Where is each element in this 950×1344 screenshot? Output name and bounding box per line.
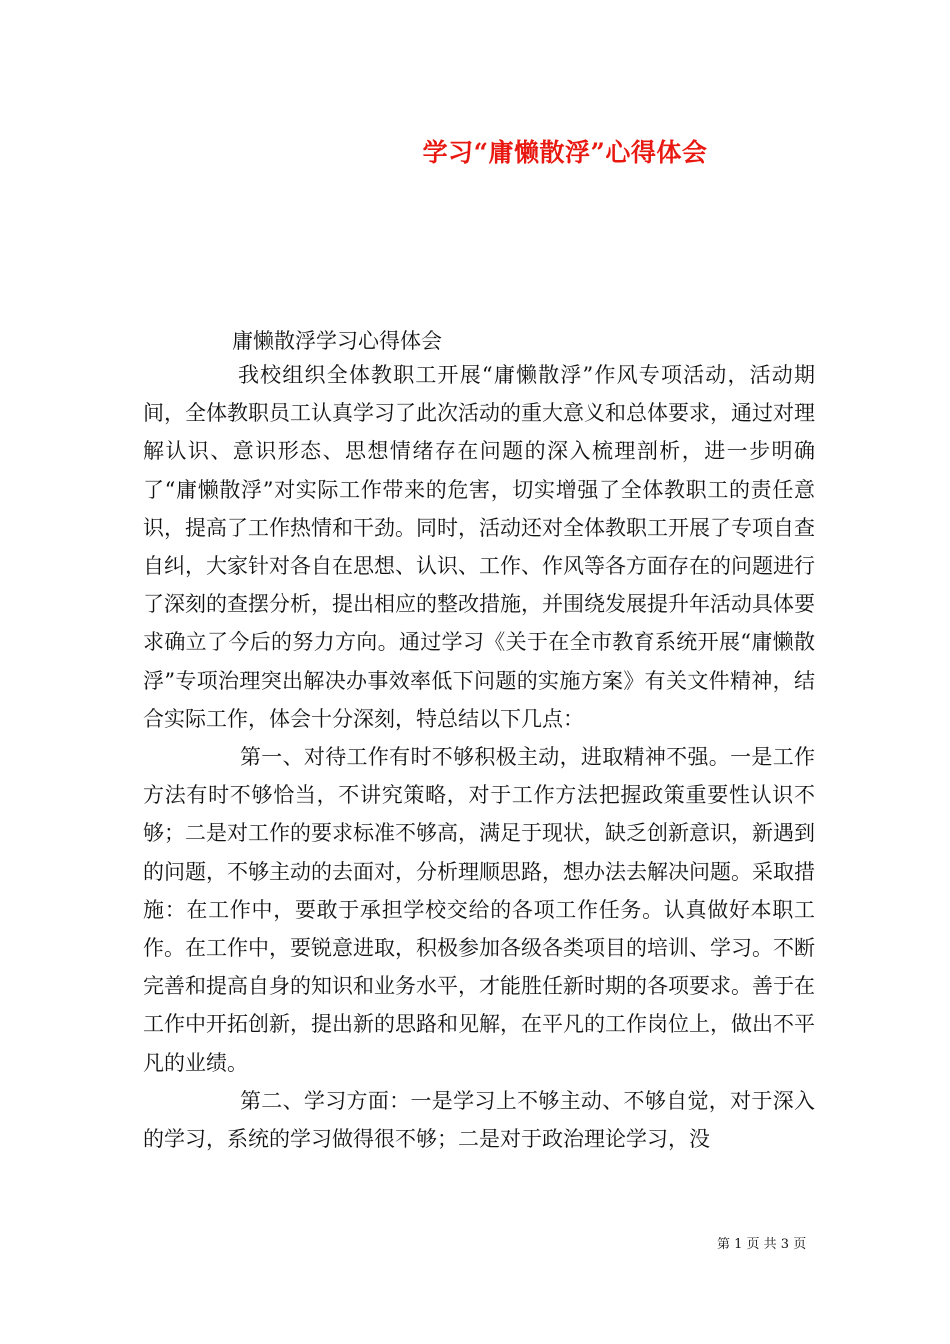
document-subtitle: 庸懒散浮学习心得体会	[232, 329, 442, 353]
body-paragraph-3: 第二、学习方面：一是学习上不够主动、不够自觉，对于深入的学习，系统的学习做得很不够；二是对于政治理论学习，没	[143, 1088, 815, 1152]
body-paragraph-2: 第一、对待工作有时不够积极主动，进取精神不强。一是工作方法有时不够恰当，不讲究策略，对于工作方法把握政策重要性认识不够；二是对工作的要求标准不够高，满足于现状，缺乏创新意识，新遇到的问题，不够主动的去面对，分析理顺思路，想办法去解决问题。采取措施：在工作中，要敢于承担学校交给的各项工作任务。认真做好本职工作。在工作中，要锐意进取，积极参加各级各类项目的培训、学习。不断完善和提高自身的知识和业务水平，才能胜任新时期的各项要求。善于在工作中开拓创新，提出新的思路和见解，在平凡的工作岗位上，做出不平凡的业绩。	[143, 745, 815, 1075]
document-title: 学习“庸懒散浮”心得体会	[422, 138, 708, 167]
body-paragraph-1: 我校组织全体教职工开展“庸懒散浮”作风专项活动，活动期间，全体教职员工认真学习了此次活动的重大意义和总体要求，通过对理解认识、意识形态、思想情绪存在问题的深入梳理剖析，进一步明确了“庸懒散浮”对实际工作带来的危害，切实增强了全体教职工的责任意识，提高了工作热情和干劲。同时，活动还对全体教职工开展了专项自查自纠，大家针对各自在思想、认识、工作、作风等各方面存在的问题进行了深刻的查摆分析，提出相应的整改措施，并围绕发展提升年活动具体要求确立了今后的努力方向。通过学习《关于在全市教育系统开展“庸懒散浮”专项治理突出解决办事效率低下问题的实施方案》有关文件精神，结合实际工作，体会十分深刻，特总结以下几点：	[143, 363, 815, 731]
document-body	[143, 356, 815, 1158]
page-number-footer: 第 1 页 共 3 页	[717, 1237, 807, 1252]
